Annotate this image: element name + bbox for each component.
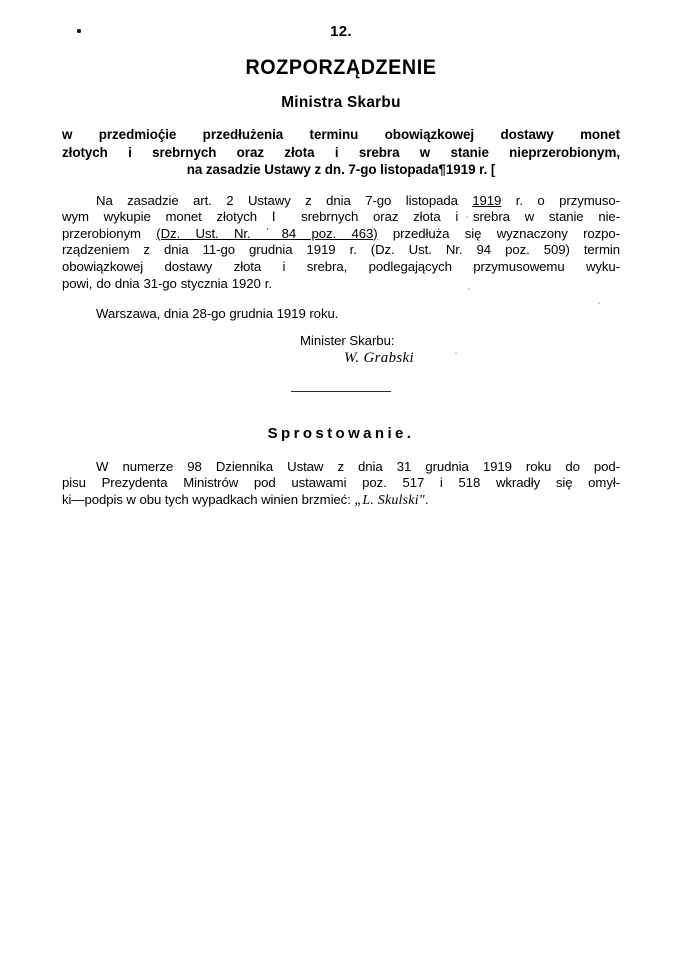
body-line-1-post: r. o przymuso- bbox=[501, 192, 620, 208]
signature-block bbox=[62, 332, 620, 367]
body-line-2: wym wykupie monet złotych Ⅰ srebrnych oraz złota i srebra w stanie nie- bbox=[62, 209, 620, 225]
correction-line-1-text: W numerze 98 Dziennika Ustaw z dnia 31 grudnia 1919 roku do pod- bbox=[96, 458, 620, 474]
correction-line-2: pisu Prezydenta Ministrów pod ustawami poz. 517 i 518 wkradły się omył- bbox=[62, 475, 620, 491]
issuing-authority: Ministra Skarbu bbox=[281, 93, 401, 111]
body-line-5: obowiązkowej dostawy złota i srebra, podlegających przymusowemu wyku- bbox=[62, 259, 620, 275]
regulation-body bbox=[62, 193, 620, 293]
divider-rule bbox=[291, 391, 391, 392]
section-divider bbox=[62, 383, 620, 401]
body-line-3-pre: przerobionym bbox=[62, 225, 157, 241]
correction-line-3-post: . bbox=[424, 492, 429, 508]
body-line-1-pre: Na zasadzie art. 2 Ustawy z dnia 7-go listopada bbox=[96, 192, 473, 208]
signatory-role: Minister Skarbu: bbox=[300, 332, 395, 348]
place-and-date: Warszawa, dnia 28-go grudnia 1919 roku. bbox=[96, 306, 339, 322]
subject-line-3: na zasadzie Ustawy z dn. 7-go listopada¶1919 r. [ bbox=[186, 162, 496, 178]
document-content bbox=[62, 0, 620, 510]
subject-line-2: złotych i srebrnych oraz złota i srebra w stanie nieprzerobionym, bbox=[62, 144, 620, 160]
document-type-heading: ROZPORZĄDZENIE bbox=[245, 55, 437, 79]
body-line-3-underlined-citation: (Dz. Ust. Nr. ˙84 poz. 463) bbox=[156, 225, 378, 241]
subject-line-1: w przedmioḉie przedłużenia terminu obowiązkowej dostawy monet bbox=[62, 127, 620, 143]
item-number: 12. bbox=[330, 23, 352, 40]
body-line-3-post: przedłuża się wyznaczony rozpo- bbox=[377, 225, 620, 241]
correction-line-1 bbox=[62, 459, 620, 476]
body-line-1 bbox=[62, 193, 620, 210]
correction-body bbox=[62, 459, 620, 510]
body-line-1-underlined-year: 1919 bbox=[472, 192, 502, 208]
corrected-signatory-name: „L. Skulski" bbox=[354, 493, 425, 509]
document-subject bbox=[62, 126, 620, 179]
correction-heading: Sprostowanie. bbox=[267, 424, 415, 442]
correction-line-3 bbox=[62, 492, 620, 510]
body-line-3 bbox=[62, 226, 620, 243]
signatory-name: W. Grabski bbox=[344, 349, 414, 366]
correction-line-3-pre: ki—podpis w obu tych wypadkach winien brzmieć: bbox=[62, 492, 355, 508]
body-line-4: rządzeniem z dnia 11-go grudnia 1919 r. (Dz. Ust. Nr. 94 poz. 509) termin bbox=[62, 242, 620, 258]
body-line-6: powi, do dnia 31-go stycznia 1920 r. bbox=[62, 275, 272, 291]
